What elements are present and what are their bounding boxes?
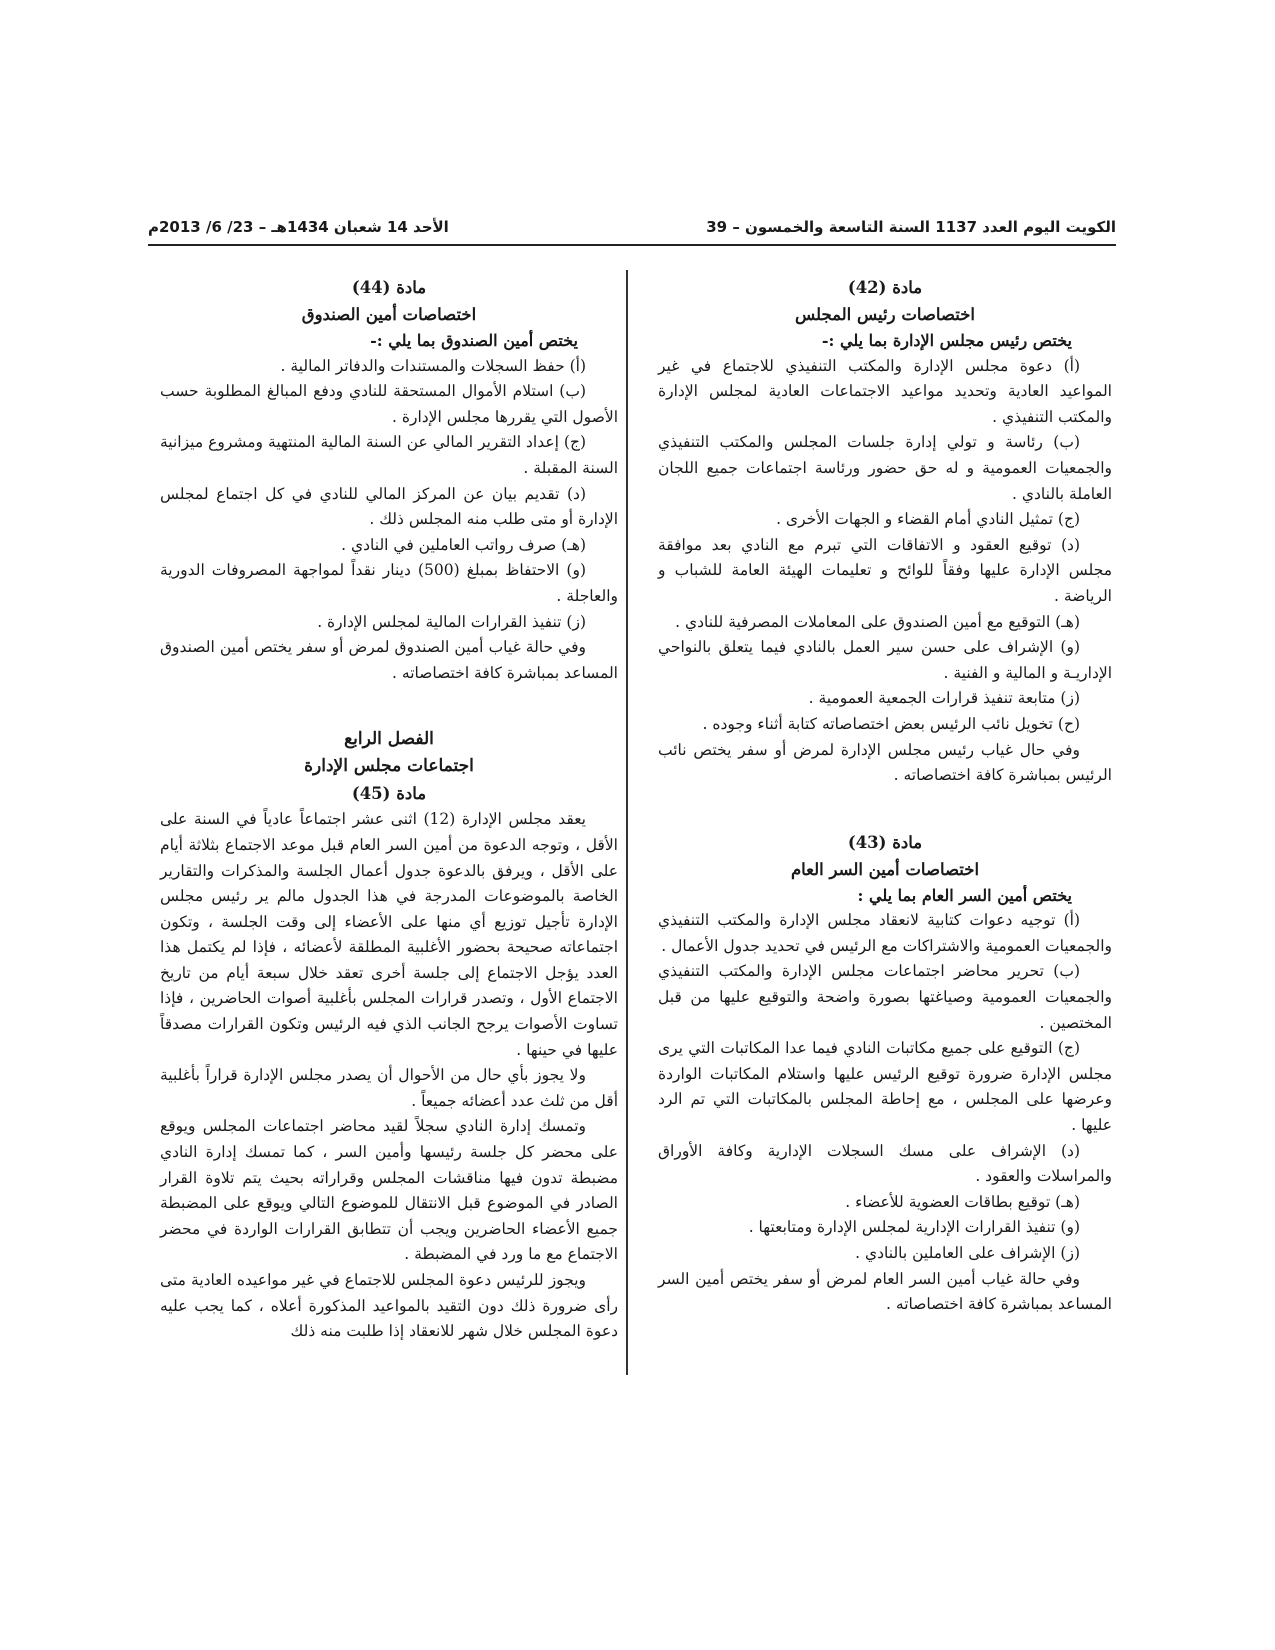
article-45-title: مادة (45) [351,784,427,804]
left-column [160,274,618,1345]
list-item: (أ) حفظ السجلات والمستندات والدفاتر المالية . [280,356,586,375]
list-item: (ب) رئاسة و تولي إدارة جلسات المجلس والمكتب التنفيذي والجمعيات العمومية و له حق حضور ورئاسة اجتماعات جميع اللجان العاملة بالنادي . [658,433,1112,503]
list-item: (ب) تحرير محاضر اجتماعات مجلس الإدارة والمكتب التنفيذي والجمعيات العمومية وصياغتها بصورة واضحة والتوقيع عليها من قبل المختصين . [658,962,1112,1032]
article-44-closing: وفي حالة غياب أمين الصندوق لمرض أو سفر يختص أمين الصندوق المساعد بمباشرة كافة اختصاصاته . [160,638,618,682]
list-item: (ج) التوقيع على جميع مكاتبات النادي فيما عدا المكاتبات التي يرى مجلس الإدارة ضرورة توقيع الرئيس عليها واستلام المكاتبات الواردة وعرضها على المجلس ، مع إحاطة المجلس بالمكاتبات التي تم الرد عليها . [658,1039,1112,1135]
article-43-intro: يختص أمين السر العام بما يلي : [857,885,1072,905]
paragraph: ويجوز للرئيس دعوة المجلس للاجتماع في غير مواعيده العادية متى رأى ضرورة ذلك دون التقيد بالمواعيد المذكورة أعلاه ، كما يجب عليه دعوة المجلس خلال شهر للانعقاد إذا طلبت منه ذلك [160,1271,618,1341]
page-header [148,214,1116,246]
chapter-subtitle: اجتماعات مجلس الإدارة [304,756,474,777]
article-43-title: مادة (43) [847,832,923,852]
list-item: (و) تنفيذ القرارات الإدارية لمجلس الإدارة ومتابعتها . [748,1218,1080,1237]
list-item: (أ) توجيه دعوات كتابية لانعقاد مجلس الإدارة والمكتب التنفيذي والجمعيات العمومية والاشتراكات مع الرئيس في تحديد جدول الأعمال . [658,911,1112,955]
list-item: (ح) تخويل نائب الرئيس بعض اختصاصاته كتابة أثناء وجوده . [702,714,1080,733]
article-42-title: مادة (42) [847,278,923,297]
list-item: (و) الإشراف على حسن سير العمل بالنادي فيما يتعلق بالنواحي الإداريـة و المالية و الفنية . [658,638,1112,682]
list-item: (ج) إعداد التقرير المالي عن السنة المالية المنتهية ومشروع ميزانية السنة المقبلة . [160,433,618,477]
right-column [658,274,1112,1318]
list-item: (ب) استلام الأموال المستحقة للنادي ودفع المبالغ المطلوبة حسب الأصول التي يقررها مجلس الإدارة . [160,382,618,426]
list-item: (د) الإشراف على مسك السجلات الإدارية وكافة الأوراق والمراسلات والعقود . [658,1141,1112,1186]
paragraph: ولا يجوز بأي حال من الأحوال أن يصدر مجلس الإدارة قراراً بأغلبية أقل من ثلث عدد أعضائه جميعاً . [160,1066,618,1110]
list-item: (هـ) التوقيع مع أمين الصندوق على المعاملات المصرفية للنادي . [675,612,1080,631]
list-item: (هـ) توقيع بطاقات العضوية للأعضاء . [845,1192,1080,1211]
list-item: (ز) متابعة تنفيذ قرارات الجمعية العمومية . [808,689,1080,708]
list-item: (ز) تنفيذ القرارات المالية لمجلس الإدارة . [317,612,586,631]
article-44-subtitle: اختصاصات أمين الصندوق [301,305,477,324]
list-item: (د) توقيع العقود و الاتفاقات التي تبرم مع النادي بعد موافقة مجلس الإدارة عليها وفقاً للوائح و تعليمات الهيئة العامة للشباب و الرياضة . [658,535,1112,605]
column-divider [626,270,628,1375]
gazette-issue-info: الكويت اليوم العدد 1137 السنة التاسعة والخمسون – 39 [706,218,1116,236]
gazette-date: الأحد 14 شعبان 1434هـ – 23/ 6/ 2013م [148,218,449,236]
article-42-subtitle: اختصاصات رئيس المجلس [794,305,976,324]
article-43-closing: وفي حالة غياب أمين السر العام لمرض أو سفر يختص أمين السر المساعد بمباشرة كافة اختصاصاته . [658,1269,1112,1314]
list-item: (ج) تمثيل النادي أمام القضاء و الجهات الأخرى . [776,510,1080,529]
list-item: (ز) الإشراف على العاملين بالنادي . [855,1244,1080,1262]
article-42-closing: وفي حال غياب رئيس مجلس الإدارة لمرض أو سفر يختص نائب الرئيس بمباشرة كافة اختصاصاته . [658,740,1112,785]
article-44-title: مادة (44) [351,278,427,297]
article-44-intro: يختص أمين الصندوق بما يلي :- [370,331,578,350]
list-item: (و) الاحتفاظ بمبلغ (500) دينار نقداً لمواجهة المصروفات الدورية والعاجلة . [160,561,618,605]
list-item: (أ) دعوة مجلس الإدارة والمكتب التنفيذي للاجتماع في غير المواعيد العادية وتحديد مواعيد الاجتماعات العادية لمجلس الإدارة والمكتب التنفيذي . [658,356,1112,426]
paragraph: وتمسك إدارة النادي سجلاً لقيد محاضر اجتماعات المجلس ويوقع على محضر كل جلسة رئيسها وأمين السر ، كما تمسك إدارة النادي مضبطة تدون فيها مناقشات المجلس وقراراته بحيث يتم تلاوة القرار الصادر في الموضوع قبل الانتقال للموضوع التالي ويوقع على المضبطة جميع الأعضاء الحاضرين ويجب أن تتطابق القرارات الواردة في محضر الاجتماع مع ما ورد في المضبطة . [160,1117,618,1264]
list-item: (د) تقديم بيان عن المركز المالي للنادي في كل اجتماع لمجلس الإدارة أو متى طلب منه المجلس ذلك . [160,484,618,529]
chapter-title: الفصل الرابع [344,729,434,750]
list-item: (هـ) صرف رواتب العاملين في النادي . [341,535,586,554]
article-42-intro: يختص رئيس مجلس الإدارة بما يلي :- [821,331,1072,350]
article-43-subtitle: اختصاصات أمين السر العام [790,859,980,879]
paragraph: يعقد مجلس الإدارة (12) اثنى عشر اجتماعاً عادياً في السنة على الأقل ، وتوجه الدعوة من أمين السر العام قبل موعد الاجتماع بثلاثة أيام على الأقل ، ويرفق بالدعوة جدول أعمال الجلسة والمذكرات والتقارير الخاصة بالموضوعات المدرجة في هذا الجدول مالم ير رئيس مجلس الإدارة تأجيل توزيع أي منها على الأعضاء إلى وقت الجلسة ، وتكون اجتماعاته صحيحة بحضور الأغلبية المطلقة لأعضائه ، فإذا لم يكتمل هذا العدد يؤجل الاجتماع إلى جلسة أخرى تعقد خلال سبعة أيام من تاريخ الاجتماع الأول ، وتصدر قرارات المجلس بأغلبية أصوات الحاضرين ، فإذا تساوت الأصوات يرجح الجانب الذي فيه الرئيس وتكون القرارات مصدقاً عليها في حينها . [160,810,618,1059]
